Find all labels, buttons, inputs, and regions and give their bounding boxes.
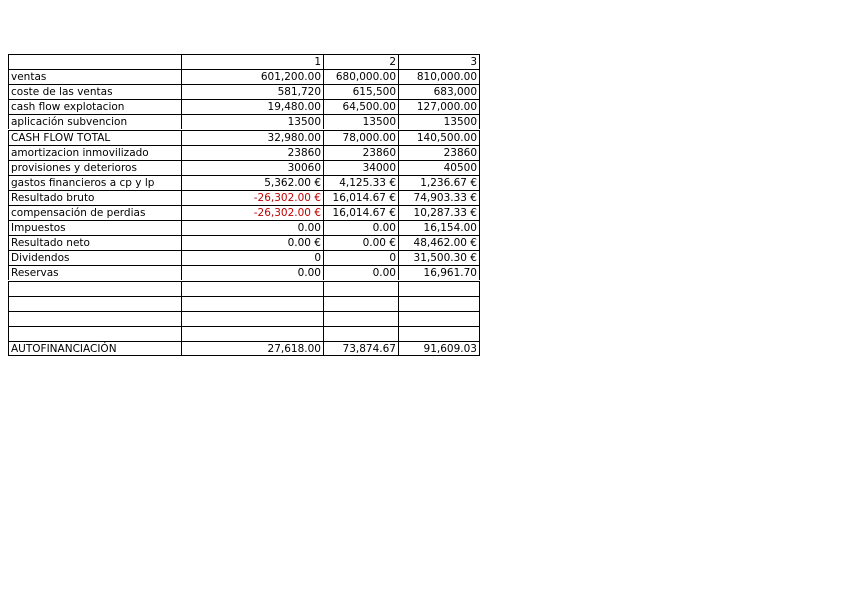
row-label[interactable]: gastos financieros a cp y lp [8, 175, 181, 190]
row-label[interactable]: Dividendos [8, 250, 181, 265]
table-cell[interactable]: 5,362.00 € [181, 175, 323, 190]
table-cell[interactable]: 34000 [323, 160, 398, 175]
row-label[interactable]: provisiones y deterioros [8, 160, 181, 175]
table-cell[interactable]: 23860 [181, 145, 323, 160]
table-cell[interactable] [398, 311, 480, 326]
row-label[interactable]: Resultado neto [8, 235, 181, 250]
table-cell[interactable]: 683,000 [398, 84, 480, 99]
row-label[interactable]: CASH FLOW TOTAL [8, 130, 181, 145]
table-cell[interactable] [181, 296, 323, 311]
table-cell[interactable]: 140,500.00 [398, 130, 480, 145]
table-cell[interactable]: 0.00 € [323, 235, 398, 250]
table-cell[interactable]: 16,014.67 € [323, 190, 398, 205]
row-label[interactable]: Resultado bruto [8, 190, 181, 205]
row-label[interactable]: cash flow explotacion [8, 99, 181, 114]
table-cell[interactable]: 13500 [398, 114, 480, 129]
table-cell[interactable]: 40500 [398, 160, 480, 175]
row-label[interactable]: aplicación subvencion [8, 114, 181, 129]
table-cell[interactable]: 16,154.00 [398, 220, 480, 235]
column-header[interactable] [8, 54, 181, 69]
table-cell[interactable] [398, 326, 480, 341]
table-cell[interactable] [323, 296, 398, 311]
table-cell[interactable]: 4,125.33 € [323, 175, 398, 190]
table-cell[interactable] [181, 326, 323, 341]
column-header[interactable]: 1 [181, 54, 323, 69]
table-cell[interactable] [323, 281, 398, 296]
table-cell[interactable]: 16,961.70 [398, 265, 480, 280]
table-cell[interactable]: 23860 [323, 145, 398, 160]
table-cell[interactable]: 32,980.00 [181, 130, 323, 145]
table-cell[interactable] [398, 281, 480, 296]
table-cell[interactable]: 91,609.03 [398, 341, 480, 356]
table-cell[interactable]: 0 [181, 250, 323, 265]
table-cell[interactable]: 0.00 [181, 220, 323, 235]
table-cell[interactable]: -26,302.00 € [181, 205, 323, 220]
table-cell[interactable]: 73,874.67 [323, 341, 398, 356]
table-cell[interactable]: 64,500.00 [323, 99, 398, 114]
row-label[interactable]: ventas [8, 69, 181, 84]
table-cell[interactable]: 23860 [398, 145, 480, 160]
row-label[interactable] [8, 296, 181, 311]
row-label[interactable] [8, 281, 181, 296]
table-cell[interactable]: -26,302.00 € [181, 190, 323, 205]
table-cell[interactable]: 19,480.00 [181, 99, 323, 114]
table-cell[interactable]: 13500 [323, 114, 398, 129]
table-cell[interactable] [323, 326, 398, 341]
table-cell[interactable]: 127,000.00 [398, 99, 480, 114]
row-label[interactable] [8, 326, 181, 341]
table-cell[interactable]: 615,500 [323, 84, 398, 99]
table-cell[interactable]: 31,500.30 € [398, 250, 480, 265]
table-cell[interactable]: 601,200.00 [181, 69, 323, 84]
table-cell[interactable]: 78,000.00 [323, 130, 398, 145]
row-label[interactable]: coste de las ventas [8, 84, 181, 99]
row-label[interactable]: AUTOFINANCIACIÓN [8, 341, 181, 356]
table-cell[interactable]: 27,618.00 [181, 341, 323, 356]
column-header[interactable]: 3 [398, 54, 480, 69]
table-cell[interactable]: 13500 [181, 114, 323, 129]
row-label[interactable] [8, 311, 181, 326]
table-cell[interactable]: 10,287.33 € [398, 205, 480, 220]
table-cell[interactable] [323, 311, 398, 326]
table-cell[interactable]: 0.00 [323, 265, 398, 280]
table-cell[interactable]: 0.00 € [181, 235, 323, 250]
table-cell[interactable] [181, 281, 323, 296]
table-cell[interactable] [398, 296, 480, 311]
table-cell[interactable]: 48,462.00 € [398, 235, 480, 250]
row-label[interactable]: Impuestos [8, 220, 181, 235]
table-cell[interactable] [181, 311, 323, 326]
table-cell[interactable]: 74,903.33 € [398, 190, 480, 205]
table-cell[interactable]: 16,014.67 € [323, 205, 398, 220]
table-cell[interactable]: 581,720 [181, 84, 323, 99]
table-cell[interactable]: 0 [323, 250, 398, 265]
row-label[interactable]: compensación de perdias [8, 205, 181, 220]
row-label[interactable]: amortizacion inmovilizado [8, 145, 181, 160]
table-cell[interactable]: 680,000.00 [323, 69, 398, 84]
table-cell[interactable]: 0.00 [323, 220, 398, 235]
row-label[interactable]: Reservas [8, 265, 181, 280]
column-header[interactable]: 2 [323, 54, 398, 69]
table-cell[interactable]: 30060 [181, 160, 323, 175]
table-cell[interactable]: 0.00 [181, 265, 323, 280]
table-cell[interactable]: 1,236.67 € [398, 175, 480, 190]
table-cell[interactable]: 810,000.00 [398, 69, 480, 84]
